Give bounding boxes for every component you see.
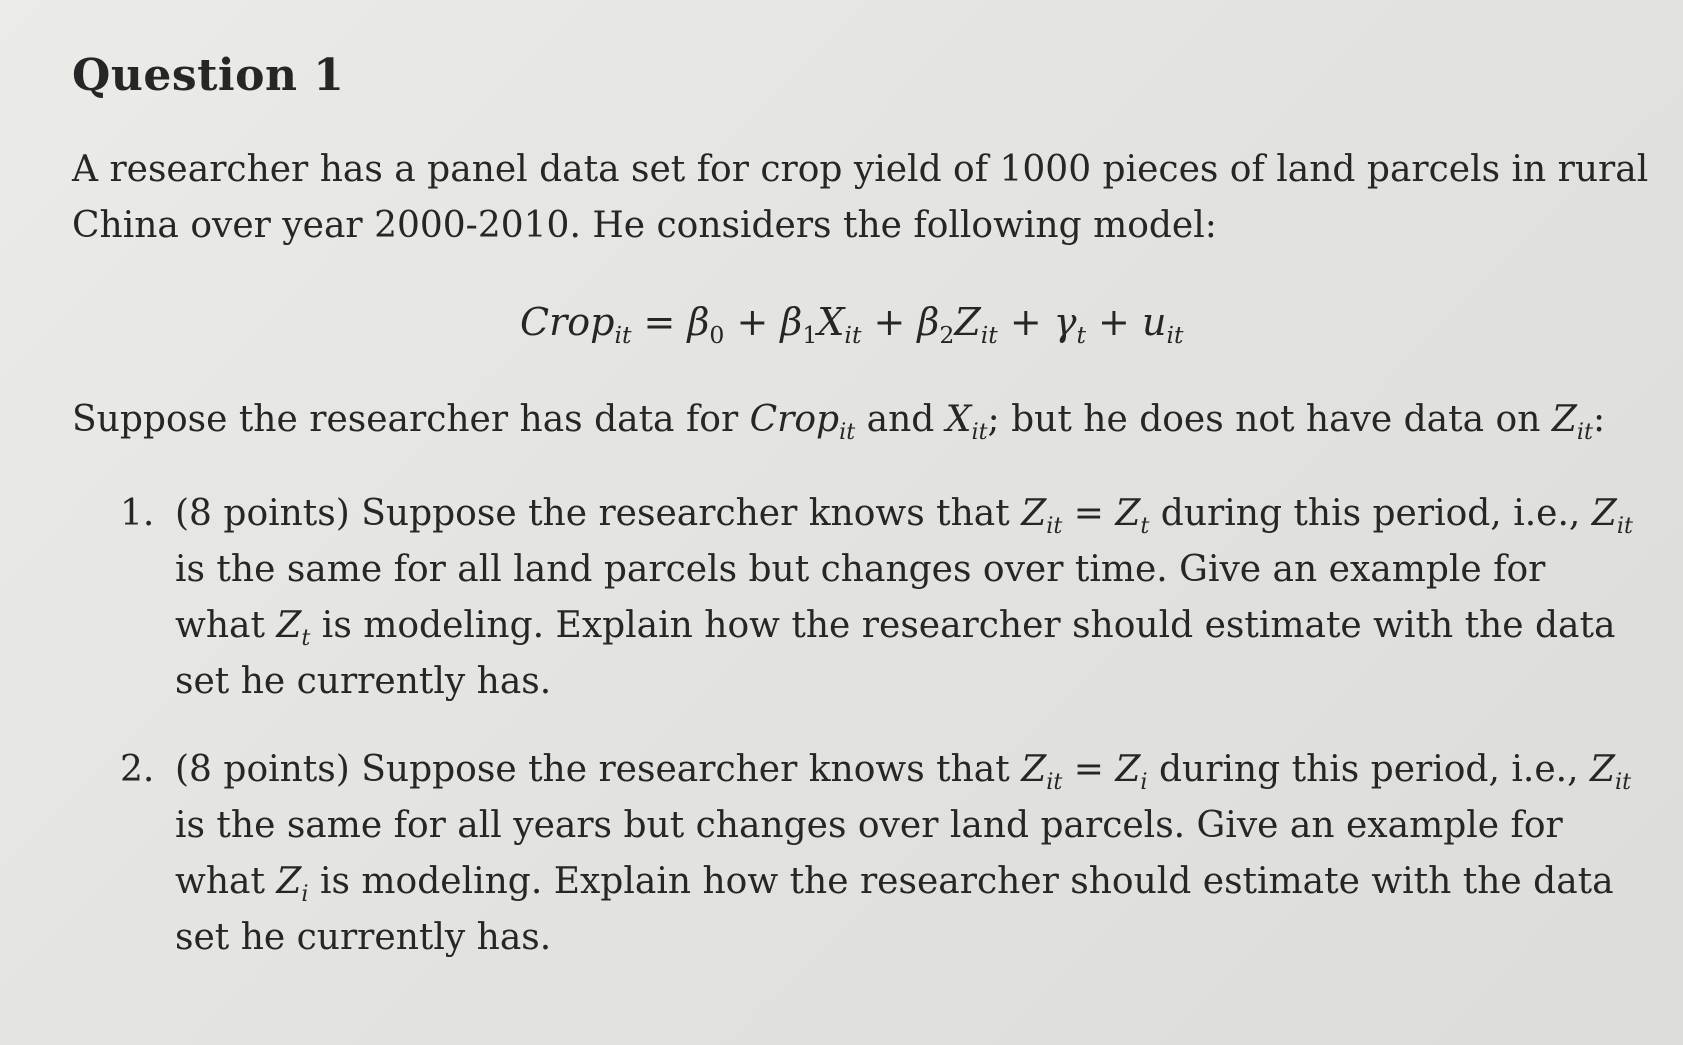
question-title: Question 1 [72, 50, 345, 101]
eq-u: u [1141, 300, 1167, 344]
item-equals: = [1062, 749, 1116, 790]
item-math-z: Z [1115, 493, 1141, 534]
item-math-z: Z [1115, 749, 1141, 790]
list-item-marker: 1. [120, 493, 155, 534]
eq-equals: = [631, 300, 688, 344]
item-math-z: Z [1589, 749, 1615, 790]
eq-gamma-sub: t [1076, 321, 1086, 350]
item-math-sub: it [1046, 768, 1063, 795]
list-item-body [175, 486, 1645, 710]
suppose-text-2: and [855, 399, 946, 440]
suppose-text-3: ; but he does not have data on [987, 399, 1552, 440]
item-math-z: Z [276, 861, 302, 902]
suppose-z-sub: it [1576, 418, 1593, 445]
item-text: (8 points) Suppose the researcher knows that [175, 749, 1022, 790]
item-text: during this period, i.e., [1147, 749, 1590, 790]
suppose-text-4: : [1592, 399, 1606, 440]
suppose-z: Z [1551, 399, 1577, 440]
eq-beta1: β [780, 300, 803, 344]
eq-z-sub: it [980, 321, 998, 350]
intro-paragraph: A researcher has a panel data set for crop yield of 1000 pieces of land parcels in rural China over year 2000-2010. He considers the following model: [72, 149, 1649, 246]
eq-x: X [817, 300, 845, 344]
item-math-sub: t [1140, 512, 1150, 539]
eq-beta2: β [917, 300, 940, 344]
item-math-sub: i [301, 880, 309, 907]
eq-beta2-sub: 2 [939, 321, 955, 350]
item-math-sub: it [1616, 512, 1633, 539]
item-text: (8 points) Suppose the researcher knows that [175, 493, 1022, 534]
suppose-crop-sub: it [839, 418, 856, 445]
eq-crop-sub: it [614, 321, 632, 350]
suppose-x: X [945, 399, 972, 440]
suppose-x-sub: it [971, 418, 988, 445]
item-text: is modeling. Explain how the researcher should estimate with the data set he currently has. [175, 861, 1614, 958]
eq-plus-3: + [997, 300, 1054, 344]
model-equation [520, 300, 1184, 350]
list-item-marker: 2. [120, 749, 155, 790]
list-item-body [175, 742, 1645, 966]
item-math-sub: it [1046, 512, 1063, 539]
eq-x-sub: it [844, 321, 862, 350]
item-equals: = [1062, 493, 1116, 534]
item-math-z: Z [1591, 493, 1617, 534]
eq-plus-2: + [861, 300, 918, 344]
item-math-sub: t [301, 624, 311, 651]
item-text: is modeling. Explain how the researcher should estimate with the data set he currently has. [175, 605, 1616, 702]
eq-beta0-sub: 0 [709, 321, 725, 350]
eq-plus-4: + [1085, 300, 1142, 344]
item-math-sub: it [1614, 768, 1632, 795]
item-text: during this period, i.e., [1149, 493, 1592, 534]
item-math-z: Z [1021, 493, 1047, 534]
item-text: is the same for all land parcels but changes over time. Give an example for what [175, 549, 1546, 646]
eq-plus-1: + [724, 300, 781, 344]
item-math-z: Z [1021, 749, 1047, 790]
suppose-crop: Crop [749, 399, 840, 440]
eq-gamma: γ [1053, 300, 1077, 344]
eq-crop: Crop [520, 300, 615, 344]
eq-beta1-sub: 1 [802, 321, 818, 350]
item-text: is the same for all years but changes over land parcels. Give an example for what [175, 805, 1563, 902]
suppose-text-1: Suppose the researcher has data for [72, 399, 750, 440]
eq-z: Z [954, 300, 981, 344]
suppose-paragraph [72, 392, 1652, 448]
eq-beta0: β [687, 300, 710, 344]
eq-u-sub: it [1166, 321, 1184, 350]
item-math-z: Z [276, 605, 302, 646]
item-math-sub: i [1140, 768, 1148, 795]
